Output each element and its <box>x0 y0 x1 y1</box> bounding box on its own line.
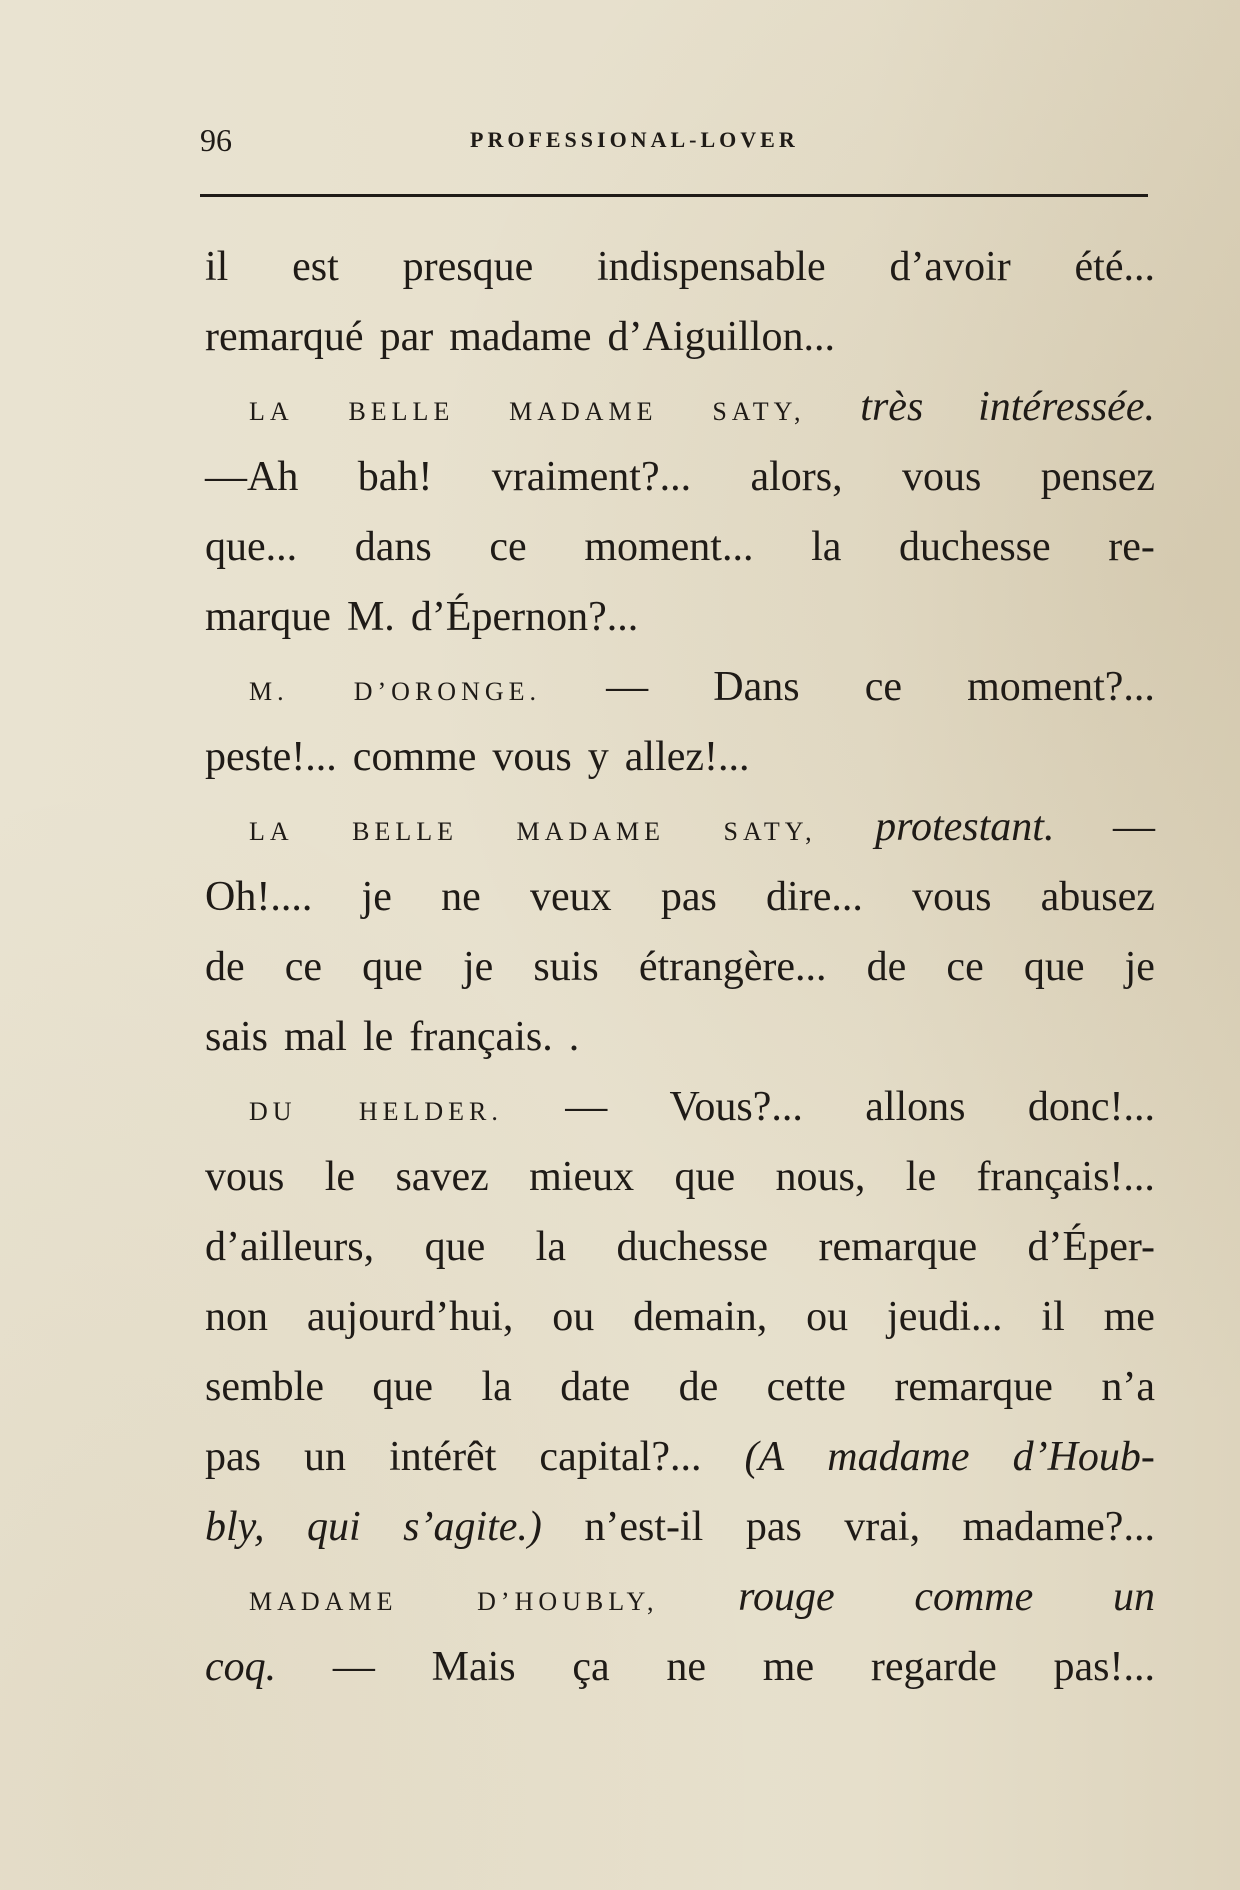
word: que <box>424 1224 486 1270</box>
word: vous <box>912 874 992 920</box>
word: un <box>304 1434 347 1480</box>
text-line <box>205 442 1155 512</box>
word: demain, <box>633 1294 768 1340</box>
word: français!... <box>976 1154 1155 1200</box>
text-line <box>205 1352 1155 1422</box>
text-line <box>205 932 1155 1002</box>
speaker-line <box>205 652 1155 722</box>
word: remarqué <box>205 314 364 360</box>
stage-direction: intéressée. <box>978 384 1155 430</box>
stage-direction: bly, <box>205 1504 265 1550</box>
word: que <box>1023 944 1085 990</box>
text-line <box>205 582 1155 652</box>
speaker-name: HELDER. <box>358 1097 503 1126</box>
word: Vous?... <box>669 1084 803 1130</box>
speaker-name: M. <box>249 677 289 706</box>
text-line <box>205 232 1155 302</box>
word: le <box>362 1014 394 1060</box>
text-line <box>205 1002 1155 1072</box>
word: été... <box>1074 244 1155 290</box>
word: me <box>1103 1294 1155 1340</box>
word: pas <box>660 874 717 920</box>
speaker-name: DU <box>249 1097 297 1126</box>
word: allons <box>865 1084 966 1130</box>
word: Oh!.... <box>205 874 313 920</box>
word: donc!... <box>1027 1084 1155 1130</box>
stage-direction: madame <box>827 1434 970 1480</box>
word: pas <box>205 1434 261 1480</box>
word: la <box>481 1364 512 1410</box>
word: d’ailleurs, <box>205 1224 375 1270</box>
dash: — <box>565 1084 608 1130</box>
speaker-line <box>205 1072 1155 1142</box>
word: n’a <box>1101 1364 1155 1410</box>
word: intérêt <box>389 1434 497 1480</box>
word: non <box>205 1294 268 1340</box>
stage-direction: comme <box>914 1574 1034 1620</box>
word: me <box>762 1644 815 1690</box>
word: duchesse <box>899 524 1051 570</box>
page-header <box>200 120 1150 160</box>
dash: — <box>1112 804 1155 850</box>
word: d’Aiguillon... <box>607 314 835 360</box>
word: comme <box>352 734 477 780</box>
stage-direction: s’agite.) <box>403 1504 542 1550</box>
word: ne <box>666 1644 707 1690</box>
word: vrai, <box>844 1504 921 1550</box>
word: jeudi... <box>887 1294 1003 1340</box>
word: d’avoir <box>889 244 1011 290</box>
word: n’est-il <box>584 1504 704 1550</box>
text-line <box>205 1212 1155 1282</box>
stage-direction: (A <box>744 1434 785 1480</box>
word: allez!... <box>624 734 750 780</box>
text-line <box>205 862 1155 932</box>
word: mieux <box>529 1154 635 1200</box>
word: je <box>361 874 392 920</box>
speaker-name: D’HOUBLY, <box>477 1587 659 1616</box>
text-line <box>205 1422 1155 1492</box>
word: que <box>674 1154 736 1200</box>
body-text <box>205 232 1155 1702</box>
word: de <box>678 1364 719 1410</box>
word: abusez <box>1040 874 1155 920</box>
word: que <box>372 1364 434 1410</box>
word: M. <box>346 594 395 640</box>
word: par <box>379 314 434 360</box>
stage-direction: rouge <box>738 1574 835 1620</box>
text-line <box>205 512 1155 582</box>
word: regarde <box>870 1644 997 1690</box>
word: madame <box>449 314 592 360</box>
word: il <box>205 244 229 290</box>
word: suis <box>533 944 599 990</box>
speaker-name: D’ORONGE. <box>353 677 542 706</box>
speaker-line <box>205 1562 1155 1632</box>
speaker-name: BELLE <box>348 397 455 426</box>
word: que... <box>205 524 298 570</box>
word: pas <box>745 1504 802 1550</box>
text-line <box>205 1492 1155 1562</box>
word: . <box>568 1014 580 1060</box>
speaker-name: LA <box>249 397 294 426</box>
word: ce <box>489 524 527 570</box>
word: vraiment?... <box>491 454 692 500</box>
word: ça <box>572 1644 610 1690</box>
word: veux <box>529 874 612 920</box>
stage-direction: d’Houb- <box>1012 1434 1155 1480</box>
speaker-line <box>205 792 1155 862</box>
text-line <box>205 722 1155 792</box>
word: pensez <box>1040 454 1155 500</box>
word: dire... <box>766 874 863 920</box>
word: remarque <box>894 1364 1053 1410</box>
word: pas!... <box>1053 1644 1155 1690</box>
word: duchesse <box>616 1224 769 1270</box>
stage-direction: qui <box>306 1504 361 1550</box>
word: est <box>292 244 339 290</box>
word: Mais <box>431 1644 516 1690</box>
speaker-name: SATY, <box>723 817 817 846</box>
word: je <box>462 944 494 990</box>
word: le <box>905 1154 937 1200</box>
word: indispensable <box>597 244 826 290</box>
word: d’Épernon?... <box>410 594 639 640</box>
word: y <box>587 734 609 780</box>
word: madame?... <box>962 1504 1155 1550</box>
text-line <box>205 302 1155 372</box>
word: la <box>535 1224 566 1270</box>
word: ou <box>806 1294 849 1340</box>
word: sais <box>205 1014 268 1060</box>
word: cette <box>766 1364 846 1410</box>
running-title: PROFESSIONAL-LOVER <box>470 127 799 152</box>
stage-direction: protestant. <box>875 804 1055 850</box>
word: marque <box>205 594 331 640</box>
text-line <box>205 1632 1155 1702</box>
word: moment... <box>584 524 754 570</box>
word: français. <box>409 1014 553 1060</box>
dash: — <box>606 664 649 710</box>
word: dans <box>354 524 432 570</box>
word: vous <box>902 454 982 500</box>
speaker-name: MADAME <box>516 817 665 846</box>
word: de <box>205 944 245 990</box>
stage-direction: coq. <box>205 1644 277 1690</box>
word: la <box>811 524 842 570</box>
word: d’Éper- <box>1027 1224 1155 1270</box>
word: capital?... <box>539 1434 702 1480</box>
speaker-name: MADAME <box>509 397 658 426</box>
word: —Ah <box>205 454 299 500</box>
word: Dans <box>713 664 800 710</box>
word: ne <box>441 874 481 920</box>
word: vous <box>492 734 572 780</box>
stage-direction: un <box>1112 1574 1155 1620</box>
speaker-name: BELLE <box>352 817 459 846</box>
word: nous, <box>775 1154 866 1200</box>
word: il <box>1041 1294 1065 1340</box>
word: savez <box>395 1154 489 1200</box>
page-number: 96 <box>200 122 232 158</box>
speaker-name: SATY, <box>712 397 806 426</box>
stage-direction: très <box>860 384 924 430</box>
word: alors, <box>750 454 843 500</box>
word: bah! <box>357 454 433 500</box>
speaker-line <box>205 372 1155 442</box>
word: aujourd’hui, <box>306 1294 514 1340</box>
text-line <box>205 1142 1155 1212</box>
word: vous <box>205 1154 285 1200</box>
word: ce <box>946 944 984 990</box>
word: étrangère... <box>638 944 827 990</box>
word: ou <box>552 1294 595 1340</box>
word: de <box>866 944 907 990</box>
speaker-name: LA <box>249 817 294 846</box>
word: ce <box>864 664 903 710</box>
word: re- <box>1108 524 1155 570</box>
word: je <box>1124 944 1155 990</box>
word: date <box>560 1364 631 1410</box>
word: presque <box>402 244 534 290</box>
header-rule <box>200 194 1148 197</box>
word: ce <box>284 944 323 990</box>
word: remarque <box>818 1224 978 1270</box>
word: le <box>324 1154 356 1200</box>
word: peste!... <box>205 734 337 780</box>
word: mal <box>284 1014 347 1060</box>
word: semble <box>205 1364 324 1410</box>
text-line <box>205 1282 1155 1352</box>
dash: — <box>332 1644 375 1690</box>
word: moment?... <box>967 664 1155 710</box>
word: que <box>362 944 423 990</box>
speaker-name: MADAME <box>249 1587 398 1616</box>
